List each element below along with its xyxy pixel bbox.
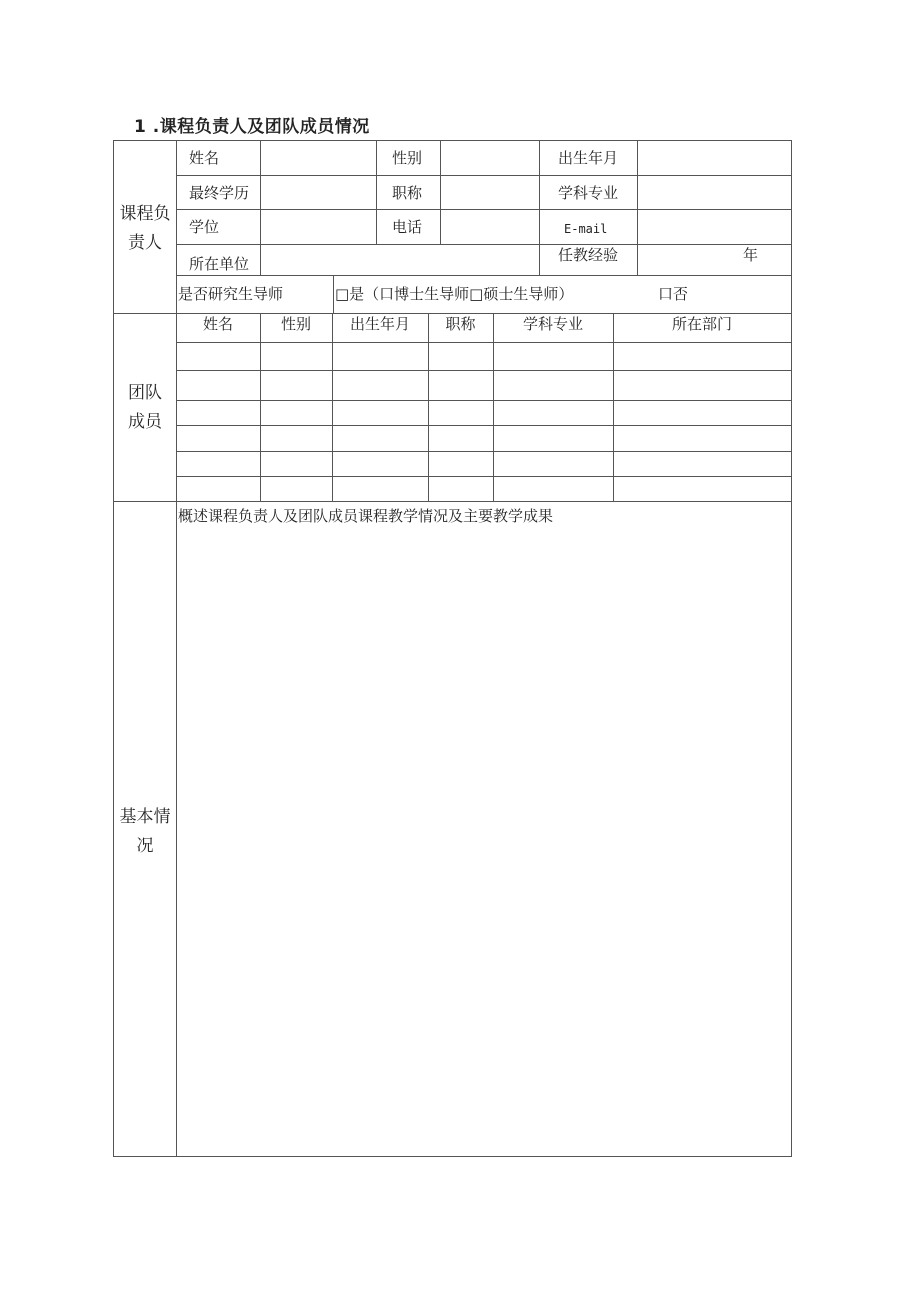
- email-label: E-mail: [564, 222, 608, 236]
- major-label: 学科专业: [558, 184, 619, 202]
- birth-label: 出生年月: [558, 149, 619, 167]
- supervisor-label: 是否研究生导师: [178, 285, 284, 303]
- team-section-label: 团队 成员: [128, 383, 162, 432]
- unit-label: 所在单位: [189, 255, 250, 273]
- team-col-department: 所在部门: [671, 315, 732, 333]
- degree-label: 学位: [189, 218, 220, 236]
- education-label: 最终学历: [189, 184, 250, 202]
- section-heading: 1 .课程负责人及团队成员情况: [134, 117, 370, 137]
- leader-section-label: 课程负 责人: [119, 204, 171, 253]
- year-unit-label: 年: [743, 246, 759, 264]
- team-col-gender: 性别: [280, 315, 311, 333]
- title-label: 职称: [392, 184, 423, 202]
- team-col-birth: 出生年月: [349, 315, 410, 333]
- phone-label: 电话: [392, 218, 423, 236]
- team-col-name: 姓名: [202, 315, 233, 333]
- supervisor-no-option[interactable]: 口否: [658, 285, 689, 303]
- basic-section-label: 基本情 况: [119, 807, 171, 856]
- experience-label: 任教经验: [558, 246, 619, 264]
- gender-label: 性别: [392, 149, 423, 167]
- team-col-title: 职称: [445, 315, 476, 333]
- name-label: 姓名: [189, 149, 220, 167]
- basic-prompt: 概述课程负责人及团队成员课程教学情况及主要教学成果: [178, 507, 554, 525]
- team-col-major: 学科专业: [522, 315, 583, 333]
- supervisor-yes-option[interactable]: □是（口博士生导师□硕士生导师）: [335, 285, 574, 303]
